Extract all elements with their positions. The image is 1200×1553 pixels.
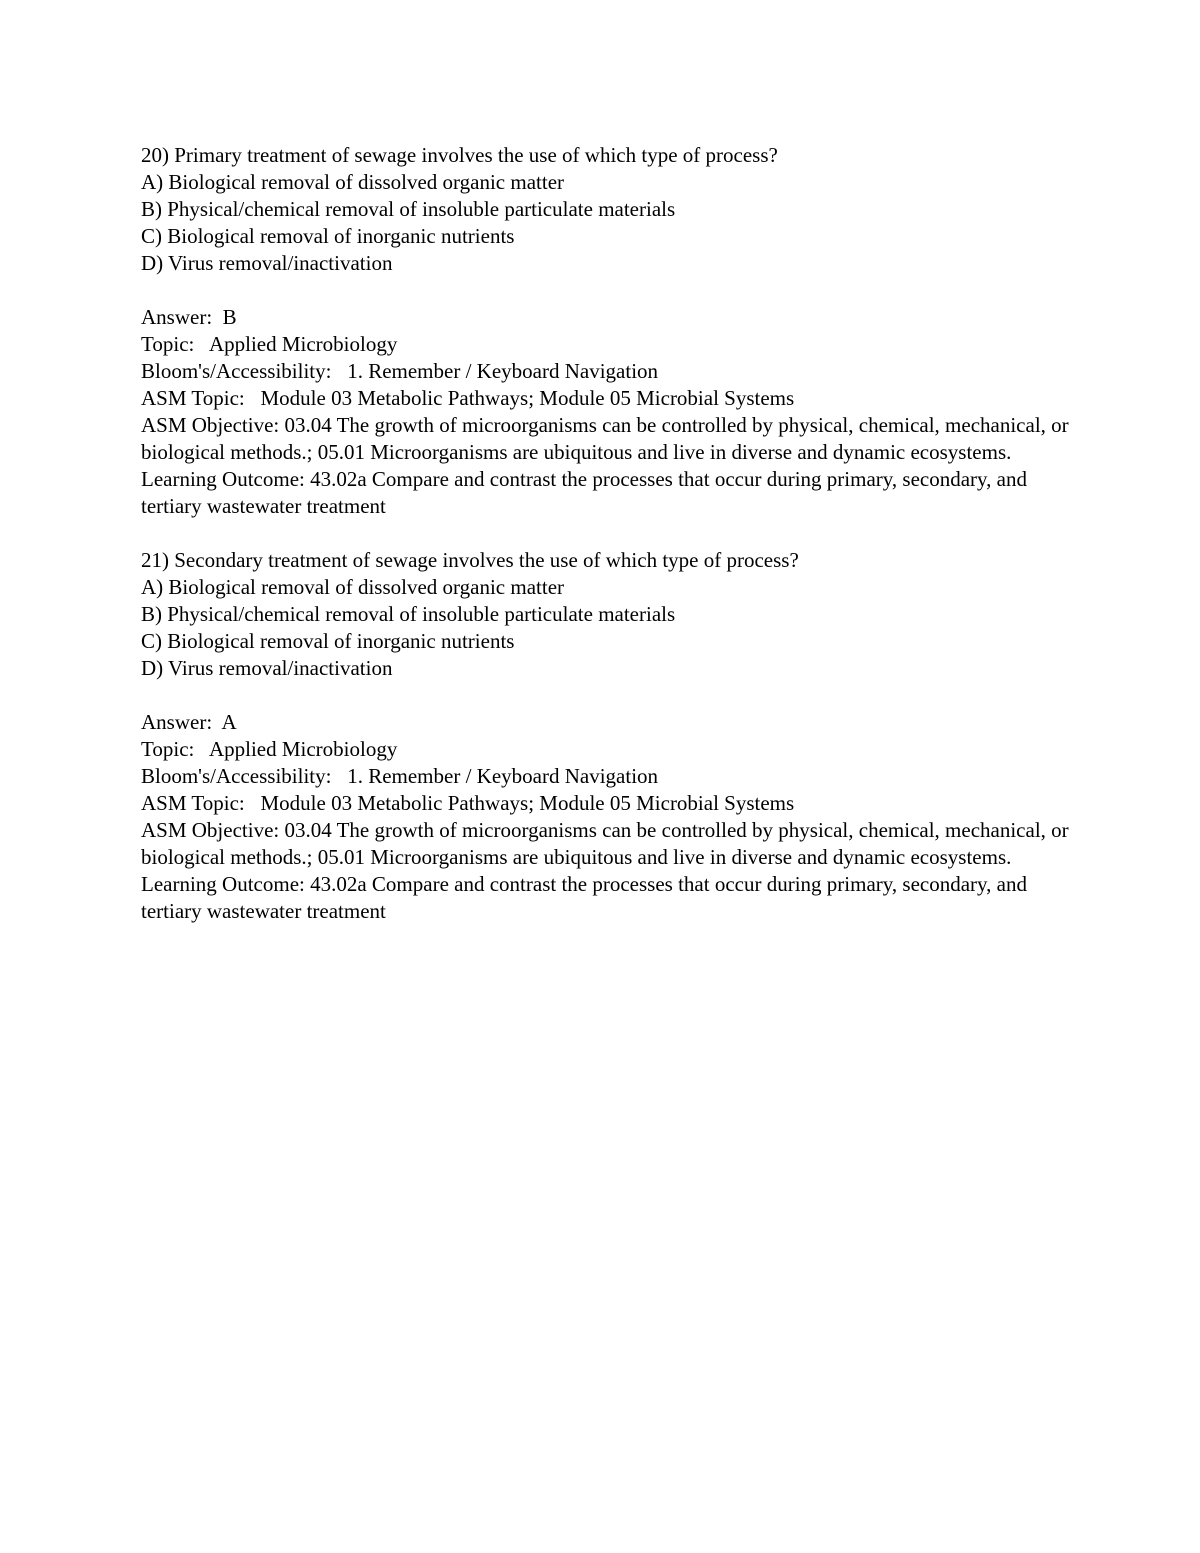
answer-line: Answer: A xyxy=(141,710,237,734)
question-stem: 21) Secondary treatment of sewage involves the use of which type of process? xyxy=(141,548,799,572)
asm-topic-line: ASM Topic: Module 03 Metabolic Pathways; Module 05 Microbial Systems xyxy=(141,791,795,815)
blooms-line: Bloom's/Accessibility: 1. Remember / Keyboard Navigation xyxy=(141,359,659,383)
topic-line: Topic: Applied Microbiology xyxy=(141,737,398,761)
blooms-line: Bloom's/Accessibility: 1. Remember / Keyboard Navigation xyxy=(141,764,659,788)
question-metadata xyxy=(141,709,1074,925)
learning-outcome-line: Learning Outcome: 43.02a Compare and contrast the processes that occur during primary, secondary, and tertiary wastewater treatment xyxy=(141,872,1033,923)
spacer xyxy=(141,520,1071,547)
option-d: D) Virus removal/inactivation xyxy=(141,656,393,680)
question-21 xyxy=(141,547,1074,925)
option-c: C) Biological removal of inorganic nutrients xyxy=(141,629,515,653)
document-content xyxy=(141,142,1074,925)
asm-objective-line: ASM Objective: 03.04 The growth of microorganisms can be controlled by physical, chemical, mechanical, or biological methods.; 05.01 Microorganisms are ubiquitous and live in diverse and dynamic ecosystems. xyxy=(141,818,1074,869)
option-c: C) Biological removal of inorganic nutrients xyxy=(141,224,515,248)
option-a: A) Biological removal of dissolved organic matter xyxy=(141,575,565,599)
spacer xyxy=(141,682,1071,709)
option-b: B) Physical/chemical removal of insoluble particulate materials xyxy=(141,602,676,626)
option-a: A) Biological removal of dissolved organic matter xyxy=(141,170,565,194)
option-b: B) Physical/chemical removal of insoluble particulate materials xyxy=(141,197,676,221)
asm-topic-line: ASM Topic: Module 03 Metabolic Pathways; Module 05 Microbial Systems xyxy=(141,386,795,410)
learning-outcome-line: Learning Outcome: 43.02a Compare and contrast the processes that occur during primary, secondary, and tertiary wastewater treatment xyxy=(141,467,1033,518)
question-stem: 20) Primary treatment of sewage involves the use of which type of process? xyxy=(141,143,778,167)
question-20 xyxy=(141,142,1074,520)
option-d: D) Virus removal/inactivation xyxy=(141,251,393,275)
asm-objective-line: ASM Objective: 03.04 The growth of microorganisms can be controlled by physical, chemical, mechanical, or biological methods.; 05.01 Microorganisms are ubiquitous and live in diverse and dynamic ecosystems. xyxy=(141,413,1074,464)
topic-line: Topic: Applied Microbiology xyxy=(141,332,398,356)
answer-line: Answer: B xyxy=(141,305,237,329)
spacer xyxy=(141,277,1071,304)
question-metadata xyxy=(141,304,1074,520)
